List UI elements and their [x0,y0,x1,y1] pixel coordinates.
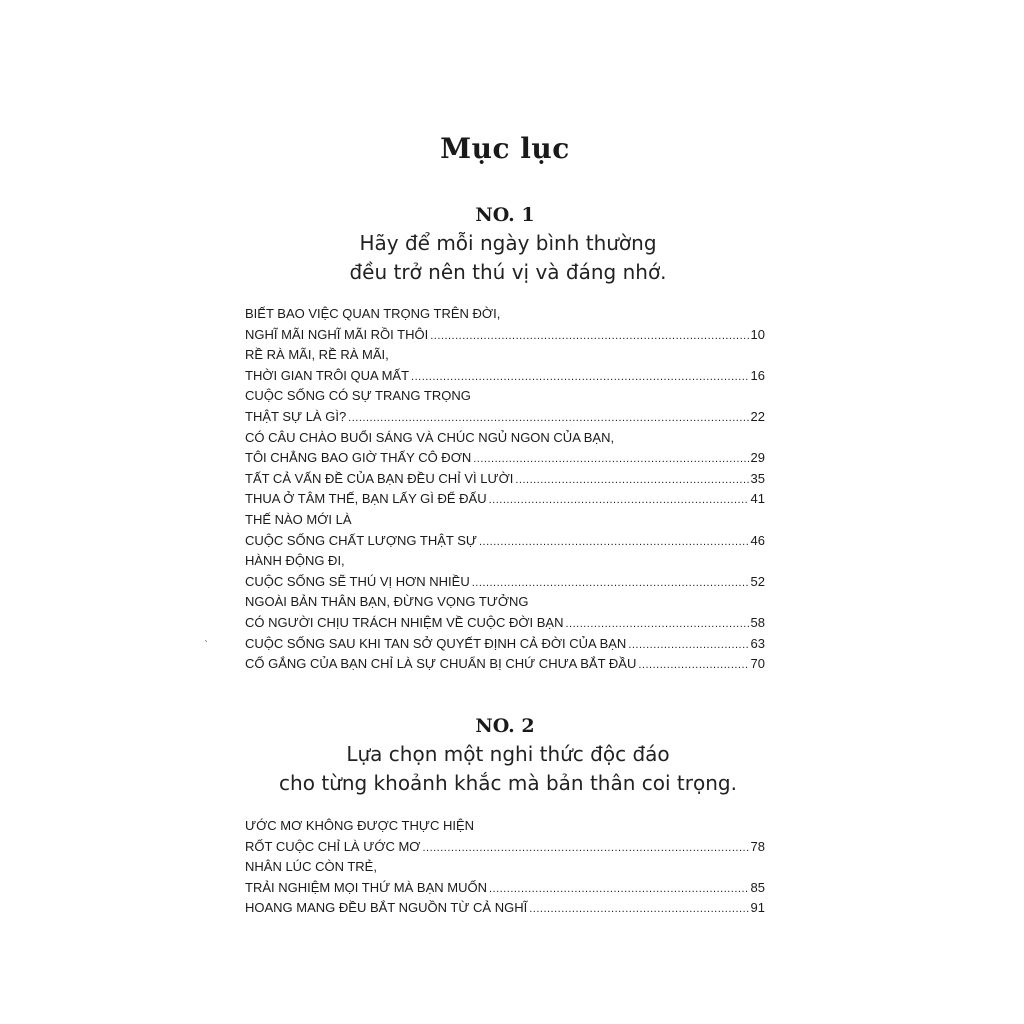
entry-text: ƯỚC MƠ KHÔNG ĐƯỢC THỰC HIỆN [245,818,475,833]
toc-entry[interactable] [245,898,765,919]
page-number: 41 [750,491,765,507]
entry-text: CUỘC SỐNG SAU KHI TAN SỞ QUYẾT ĐỊNH CẢ ĐỜI CỦA BẠN [245,635,627,651]
page-number: 10 [750,326,765,342]
stray-mark: ` [204,640,209,651]
page-number: 63 [750,635,765,651]
page-title: Mục lục [440,132,570,165]
toc-entry[interactable] [245,857,765,898]
toc-entry[interactable] [245,489,765,510]
page-number: 91 [750,900,765,916]
entry-text: RỀ RÀ MÃI, RỀ RÀ MÃI, [245,347,389,363]
toc-entry[interactable] [245,304,765,345]
section-number: NO. 2 [475,715,535,737]
subtitle-line: cho từng khoảnh khắc mà bản thân coi trọng. [279,771,737,795]
dot-leader [565,614,748,627]
entry-text: CUỘC SỐNG CHẤT LƯỢNG THẬT SỰ [245,532,477,548]
dot-leader [489,490,749,503]
subtitle-line: đều trở nên thú vị và đáng nhớ. [349,260,667,284]
entry-text: BIẾT BAO VIỆC QUAN TRỌNG TRÊN ĐỜI, [245,306,501,321]
entry-text: RỐT CUỘC CHỈ LÀ ƯỚC MƠ [245,838,421,854]
entry-text: THẬT SỰ LÀ GÌ? [245,408,347,424]
dot-leader [411,367,749,380]
entry-text: THẾ NÀO MỚI LÀ [245,511,352,527]
subtitle-line: Lựa chọn một nghi thức độc đáo [346,742,670,766]
entry-text: THUA Ở TÂM THẾ, BẠN LẤY GÌ ĐỂ ĐẤU [245,491,487,507]
toc-entry[interactable] [245,345,765,386]
page-number: 52 [750,573,765,589]
section-number: NO. 1 [475,204,535,226]
dot-leader [472,573,749,586]
page-number: 85 [750,879,765,895]
section-subtitle [0,229,1016,287]
page-number: 70 [750,656,765,672]
toc-entry[interactable] [245,510,765,551]
toc-entries [245,304,765,675]
dot-leader [515,470,748,483]
toc-entry[interactable] [245,386,765,427]
page-number: 16 [750,367,765,383]
toc-entry[interactable] [245,551,765,592]
dot-leader [638,655,748,668]
subtitle-line: Hãy để mỗi ngày bình thường [359,231,657,255]
entry-text: NGHĨ MÃI NGHĨ MÃI RỒI THÔI [245,326,429,342]
page-number: 22 [750,408,765,424]
toc-entry[interactable] [245,428,765,469]
entry-text: NHÂN LÚC CÒN TRẺ, [245,859,377,875]
entry-text: HOANG MANG ĐỀU BẮT NGUỒN TỪ CẢ NGHĨ [245,900,528,916]
toc-entries [245,816,765,919]
toc-entry[interactable] [245,469,765,490]
dot-leader [430,326,748,339]
dot-leader [628,635,748,648]
entry-text: CÓ CÂU CHÀO BUỔI SÁNG VÀ CHÚC NGỦ NGON CỦA BẠN, [245,429,615,445]
dot-leader [529,899,748,912]
entry-text: CUỘC SỐNG SẼ THÚ VỊ HƠN NHIỀU [245,573,470,589]
toc-entry[interactable] [245,634,765,655]
page-number: 29 [750,450,765,466]
dot-leader [473,449,748,462]
toc-entry[interactable] [245,654,765,675]
page-number: 46 [750,532,765,548]
dot-leader [422,838,748,851]
section-subtitle [0,740,1016,798]
entry-text: CỐ GẮNG CỦA BẠN CHỈ LÀ SỰ CHUẨN BỊ CHỨ CHƯA BẮT ĐẦU [245,656,637,672]
page-number: 35 [750,470,765,486]
dot-leader [479,532,749,545]
entry-text: CUỘC SỐNG CÓ SỰ TRANG TRỌNG [245,388,471,404]
toc-entry[interactable] [245,816,765,857]
page-number: 78 [750,838,765,854]
toc-entry[interactable] [245,592,765,633]
dot-leader [489,879,749,892]
entry-text: CÓ NGƯỜI CHỊU TRÁCH NHIỆM VỀ CUỘC ĐỜI BẠN [245,614,564,630]
entry-text: THỜI GIAN TRÔI QUA MẤT [245,367,410,383]
dot-leader [348,408,748,421]
page-number: 58 [750,614,765,630]
entry-text: TẤT CẢ VẤN ĐỀ CỦA BẠN ĐỀU CHỈ VÌ LƯỜI [245,470,514,486]
entry-text: HÀNH ĐỘNG ĐI, [245,553,345,569]
entry-text: TRẢI NGHIỆM MỌI THỨ MÀ BẠN MUỐN [245,879,487,895]
entry-text: TÔI CHẲNG BAO GIỜ THẤY CÔ ĐƠN [245,450,472,466]
entry-text: NGOÀI BẢN THÂN BẠN, ĐỪNG VỌNG TƯỞNG [245,594,529,610]
